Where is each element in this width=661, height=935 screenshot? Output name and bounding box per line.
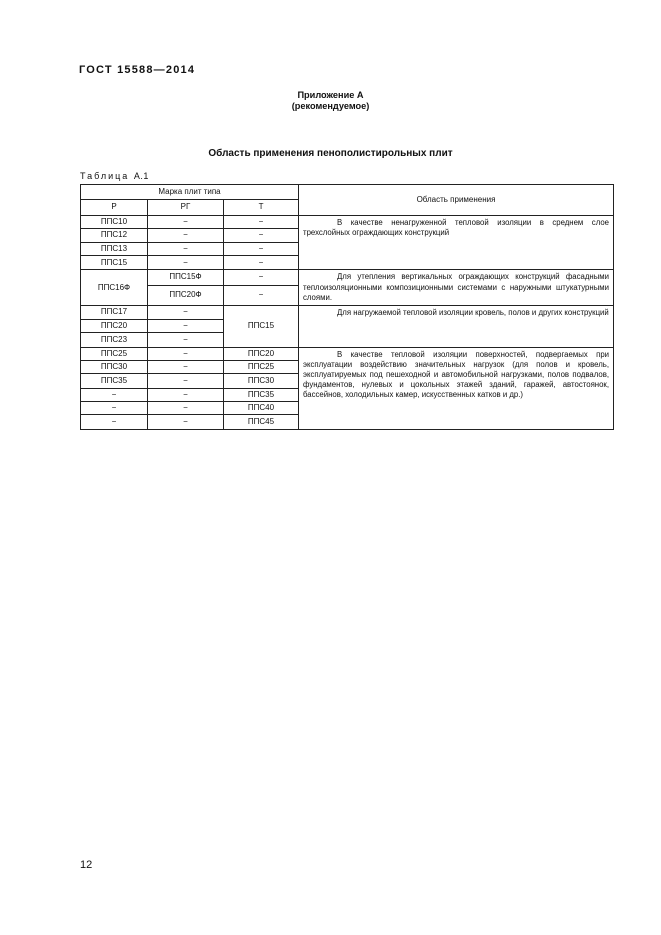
cell-p: ППС23 (81, 333, 148, 347)
cell-rg: − (148, 215, 224, 228)
cell-t: ППС40 (224, 402, 299, 415)
table-row (81, 215, 614, 228)
area-cell: В качестве ненагруженной тепловой изоляции в среднем слое трехслойных ограждающих конструкций (299, 215, 614, 270)
cell-t: − (224, 270, 299, 285)
cell-p: ППС35 (81, 374, 148, 388)
cell-t: − (224, 229, 299, 242)
table-caption-label: Таблица (80, 171, 130, 181)
cell-rg: − (148, 415, 224, 430)
cell-p: ППС30 (81, 360, 148, 373)
cell-p: ППС16Ф (81, 270, 148, 306)
cell-t: − (224, 242, 299, 255)
cell-p: ППС25 (81, 347, 148, 360)
cell-t: ППС25 (224, 360, 299, 373)
cell-rg: − (148, 306, 224, 319)
cell-rg: − (148, 242, 224, 255)
cell-rg: − (148, 374, 224, 388)
table-row (81, 347, 614, 360)
table-header-row (81, 185, 614, 200)
appendix-note: (рекомендуемое) (291, 101, 370, 111)
header-col-rg: РГ (148, 200, 224, 215)
application-table (80, 184, 614, 430)
cell-rg: − (148, 319, 224, 332)
cell-rg: ППС20Ф (148, 285, 224, 306)
table-caption (80, 171, 149, 181)
area-cell: В качестве тепловой изоляции поверхностей, подвергаемых при эксплуатации воздействию значительных нагрузок (для полов и кровель, эксплуатируемых под пешеходной и автомобильной нагрузками, полов подвалов, фундаментов, нулевых и цокольных этажей зданий, гаражей, автостоянок, бассейнов, холодильных камер, искусственных катков и др.) (299, 347, 614, 429)
appendix-title: Приложение А (297, 90, 364, 100)
header-col-p: Р (81, 200, 148, 215)
table-row (81, 306, 614, 319)
cell-rg: − (148, 333, 224, 347)
cell-t: ППС15 (224, 306, 299, 347)
table-caption-number: А.1 (133, 171, 149, 181)
cell-t: − (224, 285, 299, 306)
area-cell: Для утепления вертикальных ограждающих конструкций фасадными теплоизоляционными композиционными системами с наружными штукатурными слоями. (299, 270, 614, 306)
table-row (81, 270, 614, 285)
header-area-cell: Область применения (299, 185, 614, 216)
cell-p: − (81, 402, 148, 415)
cell-rg: − (148, 256, 224, 270)
cell-t: ППС20 (224, 347, 299, 360)
cell-rg: − (148, 360, 224, 373)
cell-rg: − (148, 388, 224, 401)
cell-t: ППС35 (224, 388, 299, 401)
section-title: Область применения пенополистирольных плит (208, 148, 453, 159)
page-number: 12 (80, 859, 93, 871)
cell-t: − (224, 256, 299, 270)
cell-rg: − (148, 347, 224, 360)
document-code: ГОСТ 15588—2014 (79, 64, 196, 76)
cell-p: ППС13 (81, 242, 148, 255)
cell-p: ППС15 (81, 256, 148, 270)
cell-t: − (224, 215, 299, 228)
cell-p: ППС20 (81, 319, 148, 332)
cell-t: ППС30 (224, 374, 299, 388)
header-col-t: Т (224, 200, 299, 215)
cell-p: ППС12 (81, 229, 148, 242)
header-group-cell: Марка плит типа (81, 185, 299, 200)
cell-t: ППС45 (224, 415, 299, 430)
cell-p: ППС17 (81, 306, 148, 319)
cell-p: ППС10 (81, 215, 148, 228)
area-cell: Для нагружаемой тепловой изоляции кровель, полов и других конструкций (299, 306, 614, 347)
cell-rg: − (148, 402, 224, 415)
cell-rg: − (148, 229, 224, 242)
cell-rg: ППС15Ф (148, 270, 224, 285)
cell-p: − (81, 388, 148, 401)
cell-p: − (81, 415, 148, 430)
